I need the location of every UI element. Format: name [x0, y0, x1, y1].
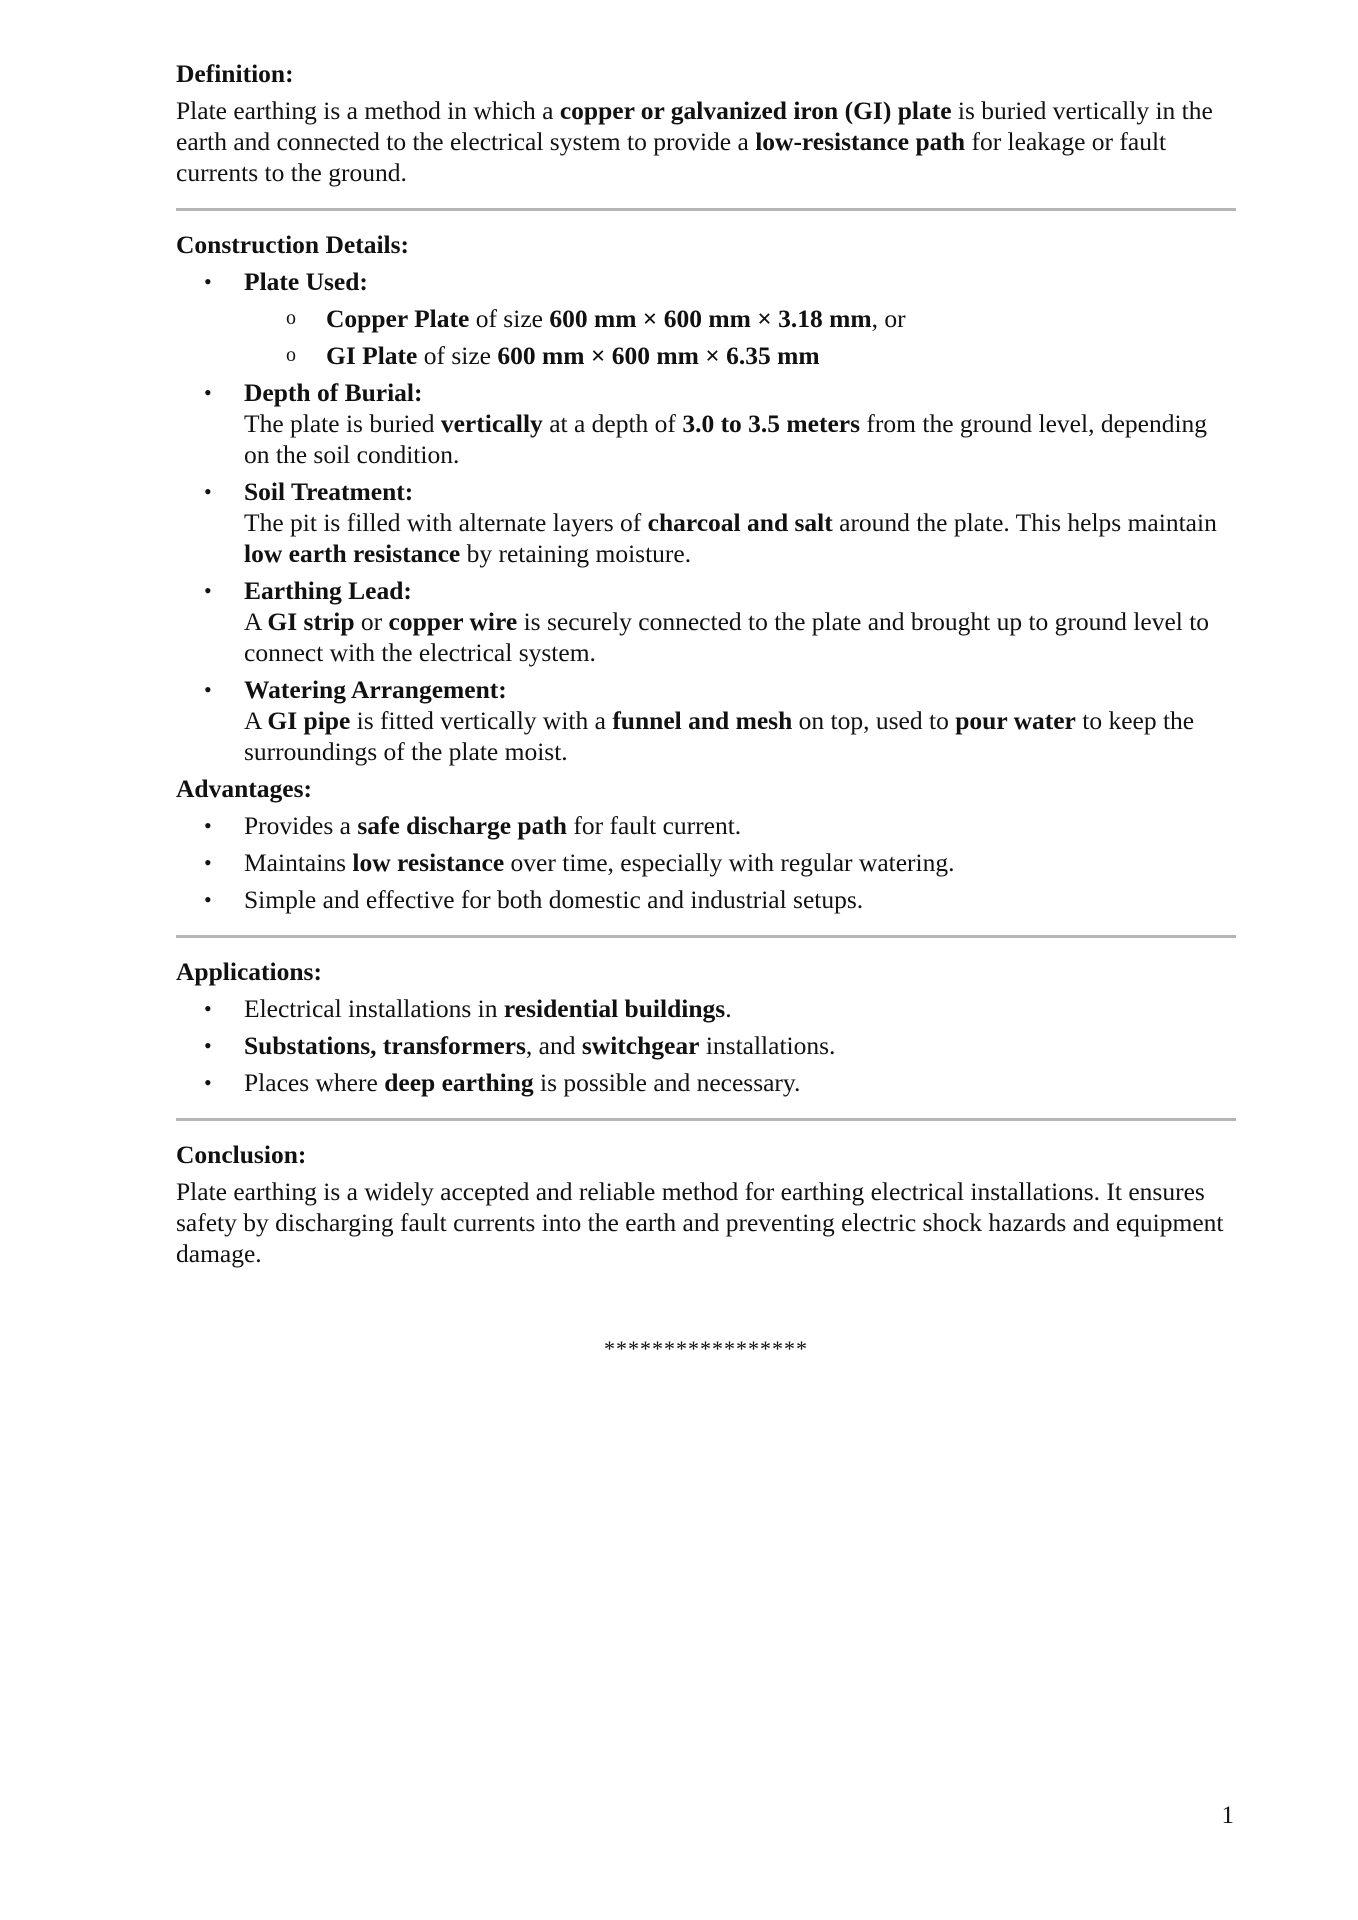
- list-item: • Simple and effective for both domestic and industrial setups.: [176, 884, 1236, 915]
- applications-section: [176, 956, 1236, 1098]
- advantages-heading: Advantages:: [176, 774, 313, 803]
- list-item-plate-used: [176, 266, 1236, 371]
- applications-list: [176, 993, 1236, 1098]
- list-item-lead: [176, 575, 1236, 668]
- conclusion-section: [176, 1139, 1236, 1269]
- lead-text: A GI strip or copper wire is securely connected to the plate and brought up to ground level to connect with the electrical system.: [244, 607, 1210, 667]
- conclusion-text: Plate earthing is a widely accepted and reliable method for earthing electrical installations. It ensures safety by discharging fault currents into the earth and preventing electric shock hazards and equipment damage.: [176, 1177, 1224, 1268]
- section-divider: [176, 208, 1236, 211]
- plate-sub-list: [244, 303, 1236, 371]
- list-item: • Electrical installations in residential buildings.: [176, 993, 1236, 1024]
- advantages-section: [176, 773, 1236, 915]
- construction-heading: Construction Details:: [176, 230, 410, 259]
- construction-list: [176, 266, 1236, 767]
- list-item-watering: [176, 674, 1236, 767]
- watering-title: • Watering Arrangement:: [244, 675, 507, 704]
- list-item-depth: [176, 377, 1236, 470]
- definition-heading: Definition:: [176, 59, 294, 88]
- section-divider: [176, 935, 1236, 938]
- document-page: [176, 58, 1236, 1386]
- depth-title: • Depth of Burial:: [244, 378, 423, 407]
- list-item: • Substations, transformers, and switchgear installations.: [176, 1030, 1236, 1061]
- sub-item-gi-plate: o GI Plate of size 600 mm × 600 mm × 6.35 mm: [244, 340, 1236, 371]
- page-number: 1: [1221, 1802, 1234, 1829]
- sub-item-copper-plate: o Copper Plate of size 600 mm × 600 mm × 3.18 mm, or: [244, 303, 1236, 334]
- construction-section: [176, 229, 1236, 767]
- definition-section: [176, 58, 1236, 188]
- list-item-soil: [176, 476, 1236, 569]
- section-divider: [176, 1118, 1236, 1121]
- end-separator: *****************: [604, 1336, 808, 1361]
- advantages-list: [176, 810, 1236, 915]
- depth-text: The plate is buried vertically at a depth of 3.0 to 3.5 meters from the ground level, depending on the soil condition.: [244, 409, 1208, 469]
- list-item: • Places where deep earthing is possible and necessary.: [176, 1067, 1236, 1098]
- watering-text: A GI pipe is fitted vertically with a funnel and mesh on top, used to pour water to keep the surroundings of the plate moist.: [244, 706, 1195, 766]
- list-item: • Maintains low resistance over time, especially with regular watering.: [176, 847, 1236, 878]
- applications-heading: Applications:: [176, 957, 322, 986]
- definition-text: Plate earthing is a method in which a copper or galvanized iron (GI) plate is buried vertically in the earth and connected to the electrical system to provide a low-resistance path for leakage or fault currents to the ground.: [176, 96, 1213, 187]
- conclusion-heading: Conclusion:: [176, 1140, 307, 1169]
- soil-text: The pit is filled with alternate layers of charcoal and salt around the plate. This helps maintain low earth resistance by retaining moisture.: [244, 508, 1217, 568]
- plate-used-title: • Plate Used:: [244, 267, 368, 296]
- lead-title: • Earthing Lead:: [244, 576, 412, 605]
- list-item: • Provides a safe discharge path for fault current.: [176, 810, 1236, 841]
- soil-title: • Soil Treatment:: [244, 477, 414, 506]
